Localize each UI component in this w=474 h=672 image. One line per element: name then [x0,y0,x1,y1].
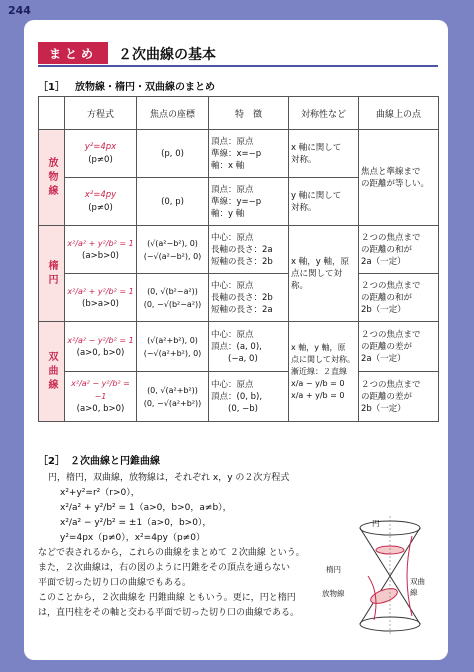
focus-cell: (√(a²−b²), 0) (−√(a²−b²), 0) [137,226,209,274]
symmetry-cell: y 軸に関して 対称。 [289,178,359,226]
equation-line: x²+y²=r²（r>0）， [60,488,140,498]
equation-cell: y²=4px (p≠0) [65,130,137,178]
feature-cell: 中心：原点 長軸の長さ：2a 短軸の長さ：2b [209,226,289,274]
section-header [38,42,438,66]
focus-cell: (0, √(a²+b²)) (0, −√(a²+b²)) [137,372,209,422]
page-title: ２次曲線の基本 [118,47,216,63]
equation-cell: x²/a² − y²/b² = 1 (a>0, b>0) [65,322,137,372]
equation-line: y²=4px（p≠0），x²=4py（p≠0） [60,533,205,543]
corner-cell [39,97,65,130]
paragraph-line: 円，楕円，双曲線，放物線は，それぞれ x，y の２次方程式 [48,473,290,483]
equation-cell: x²/a² + y²/b² = 1 (b>a>0) [65,274,137,322]
col-header: 方程式 [65,97,137,130]
point-cell: ２つの焦点まで の距離の差が 2a（一定） [359,322,439,372]
row-head-parabola: 放物線 [39,130,65,226]
col-header: 曲線上の点 [359,97,439,130]
paragraph-line: などで表されるから，これらの曲線をまとめて ２次曲線 という。 [38,548,305,558]
point-cell: ２つの焦点まで の距離の和が 2a（一定） [359,226,439,274]
table-row [39,226,439,274]
focus-cell: (0, √(b²−a²)) (0, −√(b²−a²)) [137,274,209,322]
figure-label-circle: 円 [372,519,380,528]
table-row [39,274,439,322]
row-head-ellipse: 楕円 [39,226,65,322]
figure-label-hyperbola: 双曲線 [410,577,425,597]
focus-cell: (p, 0) [137,130,209,178]
table-row [39,372,439,422]
col-header: 焦点の座標 [137,97,209,130]
feature-cell: 頂点：原点 準線：x=−p 軸：x 軸 [209,130,289,178]
page-number: 244 [8,4,31,17]
section1-title: 放物線・楕円・双曲線のまとめ [74,82,215,93]
symmetry-cell: x 軸に関して 対称。 [289,130,359,178]
point-cell: 焦点と準線まで の距離が等しい。 [359,130,439,226]
equation-cell: x²/a² + y²/b² = 1 (a>b>0) [65,226,137,274]
summary-badge: まとめ [38,42,108,64]
figure-label-parabola: 放物線 [322,589,345,598]
equation-cell: x²/a² − y²/b² = −1 (a>0, b>0) [65,372,137,422]
header-rule [38,65,438,67]
table-row [39,130,439,178]
summary-table [38,96,439,422]
paragraph-line: 平面で切った切り口の曲線でもある。 [38,578,192,588]
table-header-row [39,97,439,130]
section2 [38,452,438,652]
section1-number: ［1］ [38,82,65,93]
equation-cell: x²=4py (p≠0) [65,178,137,226]
table-row [39,322,439,372]
figure-label-ellipse: 楕円 [326,565,341,574]
feature-cell: 頂点：原点 準線：y=−p 軸：y 軸 [209,178,289,226]
row-head-hyperbola: 双曲線 [39,322,65,422]
equation-line: x²/a² − y²/b² = ±1（a>0，b>0）， [60,518,212,528]
conic-figure [322,516,432,636]
focus-cell: (√(a²+b²), 0) (−√(a²+b²), 0) [137,322,209,372]
symmetry-cell: x 軸，y 軸，原 点に関して対 称。 [289,226,359,322]
feature-cell: 中心：原点 長軸の長さ：2b 短軸の長さ：2a [209,274,289,322]
equation-line: x²/a² + y²/b² = 1（a>0，b>0，a≠b）， [60,503,232,513]
point-cell: ２つの焦点まで の距離の差が 2b（一定） [359,372,439,422]
page [24,20,448,660]
col-header: 対称性など [289,97,359,130]
paragraph-line: は，直円柱をその軸と交わる平面で切った切り口の曲線である。 [38,608,300,618]
feature-cell: 中心：原点 頂点：(0, b), (0, −b) [209,372,289,422]
section2-heading: ［2］ ２次曲線と円錐曲線 [38,456,160,467]
paragraph-line: このことから，２次曲線を 円錐曲線 ともいう。更に，円と楕円 [38,593,296,603]
paragraph-line: また，２次曲線は，右の図のように円錐をその頂点を通らない [38,563,291,573]
focus-cell: (0, p) [137,178,209,226]
point-cell: ２つの焦点まで の距離の和が 2b（一定） [359,274,439,322]
feature-cell: 中心：原点 頂点：(a, 0), (−a, 0) [209,322,289,372]
section1-heading [38,78,225,93]
symmetry-cell: x 軸，y 軸，原 点に関して対称。 漸近線：２直線 x/a − y/b = 0 x/a + y/b = 0 [289,322,359,422]
col-header: 特 徴 [209,97,289,130]
